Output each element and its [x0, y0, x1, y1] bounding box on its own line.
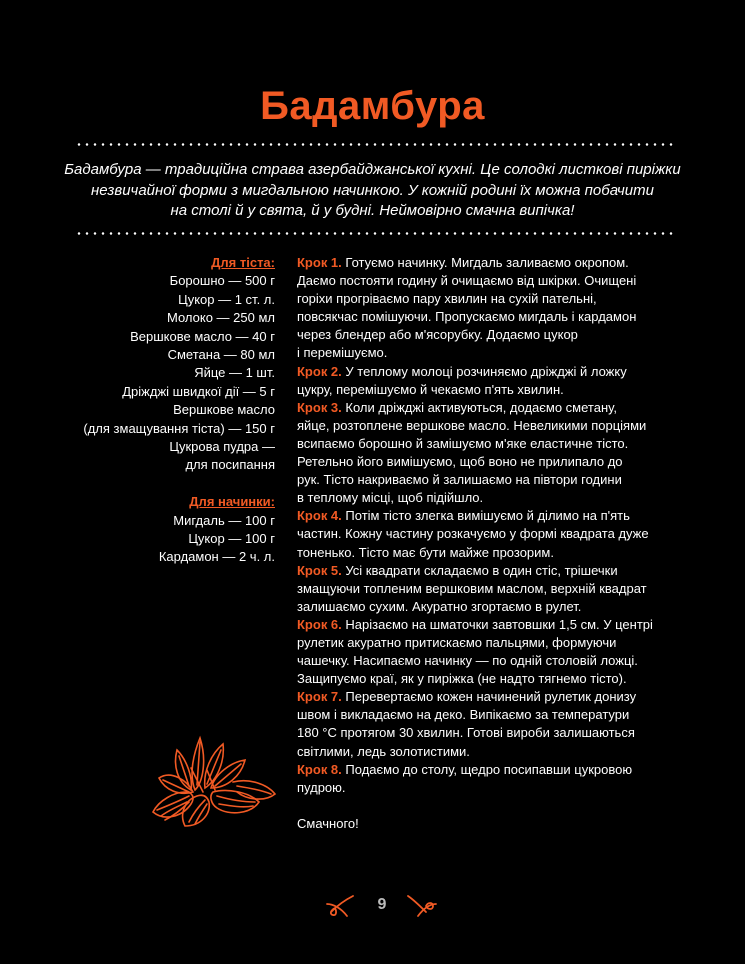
step-label: Крок 3. — [297, 399, 342, 415]
step-text: світлими, ледь золотистими. — [297, 743, 470, 759]
ingredient-item: Яйце — 1 шт. — [194, 365, 275, 381]
step-text: Подаємо до столу, щедро посипавши цукровою — [345, 761, 633, 777]
almonds-illustration — [145, 730, 280, 835]
page-footer — [0, 892, 745, 922]
dough-header: Для тіста: — [211, 255, 275, 270]
intro-line: на столі й у свята, й у будні. Неймовірно смачна випічка! — [170, 202, 575, 219]
step-text: повсякчас помішуючи. Пропускаємо мигдаль і кардамон — [297, 309, 637, 325]
step-7 — [297, 688, 697, 760]
intro-text — [60, 160, 685, 222]
step-text: чашечку. Насипаємо начинку — по одній столовій ложці. — [297, 653, 638, 669]
ingredients-column — [60, 254, 275, 567]
step-text: швом і викладаємо на деко. Випікаємо за температури — [297, 707, 630, 723]
step-text: змащуючи топленим вершковим маслом, верхній квадрат — [297, 580, 647, 596]
step-label: Крок 7. — [297, 689, 342, 705]
closing-text: Смачного! — [297, 815, 359, 831]
step-text: Перевертаємо кожен начинений рулетик донизу — [345, 689, 637, 705]
step-text: і перемішуємо. — [297, 345, 388, 361]
ingredient-item: Дріжджі швидкої дії — 5 г — [122, 383, 275, 399]
flourish-right-icon — [406, 892, 438, 918]
page-number: 9 — [377, 896, 387, 913]
step-2 — [297, 363, 697, 399]
step-text: Готуємо начинку. Мигдаль заливаємо окропом. — [345, 255, 629, 270]
step-label: Крок 4. — [297, 508, 342, 524]
ingredient-item: Борошно — 500 г — [169, 273, 275, 289]
step-text: через блендер або м'ясорубку. Додаємо цукор — [297, 327, 578, 343]
step-label: Крок 8. — [297, 761, 342, 777]
step-4 — [297, 507, 697, 561]
step-text: Даємо постояти годину й очищаємо від шкірки. Очищені — [297, 273, 637, 289]
step-text: 180 °С протягом 30 хвилин. Готові вироби залишаються — [297, 725, 635, 741]
step-text: пудрою. — [297, 779, 346, 795]
step-text: рулетик акуратно притискаємо пальцями, формуючи — [297, 634, 617, 650]
step-3 — [297, 399, 697, 508]
ingredient-item: Цукор — 1 ст. л. — [178, 291, 275, 307]
step-text: залишаємо сухим. Акуратно згортаємо в рулет. — [297, 598, 582, 614]
ingredient-item: Молоко — 250 мл — [167, 310, 275, 326]
step-text: яйце, розтоплене вершкове масло. Невеликими порціями — [297, 417, 647, 433]
step-6 — [297, 616, 697, 688]
ingredient-item: Мигдаль — 100 г — [173, 512, 275, 528]
step-text: в теплому місці, щоб підійшло. — [297, 490, 484, 506]
ingredient-item: Цукрова пудра — — [169, 439, 275, 455]
intro-line: незвичайної форми з мигдальною начинкою. У кожній родині їх можна побачити — [90, 181, 654, 199]
step-text: Усі квадрати складаємо в один стіс, трішечки — [345, 562, 618, 578]
step-5 — [297, 562, 697, 616]
step-text: горіхи прогріваємо пару хвилин на сухій пательні, — [297, 291, 597, 307]
step-text: Ретельно його вимішуємо, щоб воно не прилипало до — [297, 454, 623, 470]
flourish-left-icon — [325, 892, 355, 918]
steps-column — [297, 254, 697, 833]
ingredient-item: для посипання — [185, 457, 275, 473]
dotted-divider-bottom — [75, 232, 675, 235]
step-text: тоненько. Тісто має бути майже прозорим. — [297, 544, 554, 560]
step-8 — [297, 761, 697, 797]
step-text: частин. Кожну частину розкачуємо у формі квадрата дуже — [297, 526, 649, 542]
step-text: У теплому молоці розчиняємо дріжджі й ложку — [345, 363, 627, 379]
ingredient-item: Вершкове масло — [173, 402, 275, 418]
ingredient-item: Цукор — 100 г — [188, 531, 275, 547]
step-text: Нарізаємо на шматочки завтовшки 1,5 см. У центрі — [345, 616, 653, 632]
step-text: Потім тісто злегка вимішуємо й ділимо на п'ять — [345, 508, 630, 524]
step-label: Крок 5. — [297, 562, 342, 578]
step-text: всипаємо борошно й замішуємо м'яке еластичне тісто. — [297, 435, 629, 451]
ingredient-item: Вершкове масло — 40 г — [130, 328, 275, 344]
ingredient-item: (для змащування тіста) — 150 г — [83, 420, 275, 436]
step-text: Коли дріжджі активуються, додаємо сметану, — [345, 399, 617, 415]
step-label: Крок 6. — [297, 616, 342, 632]
step-text: Защипуємо краї, як у пиріжка (не надто тягнемо тісто). — [297, 671, 627, 687]
step-label: Крок 1. — [297, 255, 342, 270]
ingredient-item: Кардамон — 2 ч. л. — [158, 549, 275, 565]
ingredient-item: Сметана — 80 мл — [167, 347, 275, 363]
filling-header: Для начинки: — [189, 494, 275, 510]
dotted-divider-top — [75, 143, 675, 146]
intro-line: Бадамбура — традиційна страва азербайджанської кухні. Це солодкі листкові пиріжки — [64, 161, 681, 178]
step-text: рук. Тісто накриваємо й залишаємо на півтори години — [297, 472, 622, 488]
step-text: цукру, перемішуємо й чекаємо п'ять хвилин. — [297, 381, 564, 397]
step-1 — [297, 254, 697, 363]
page-title: Бадамбура — [260, 84, 485, 128]
step-label: Крок 2. — [297, 363, 342, 379]
